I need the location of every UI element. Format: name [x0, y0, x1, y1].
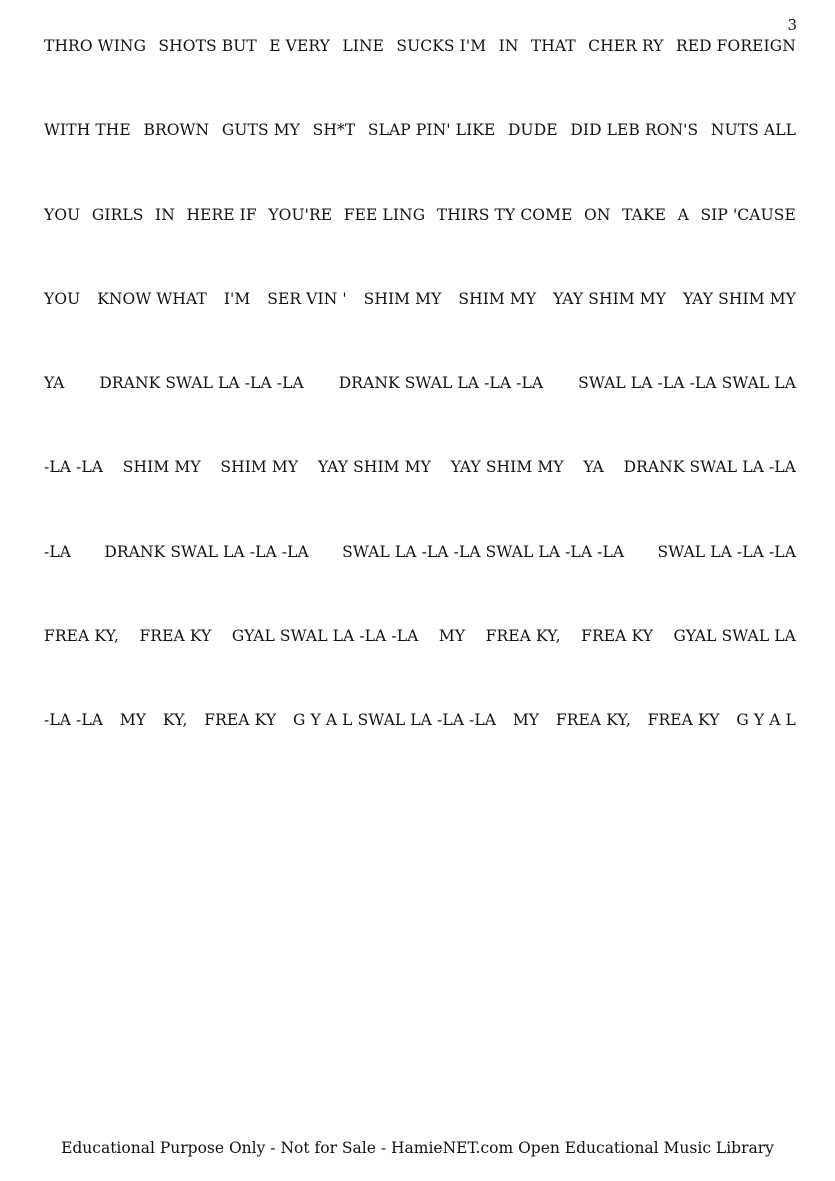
lyric-word: -LA -LA: [44, 711, 104, 729]
lyric-word: GYAL SWAL LA -LA -LA: [231, 626, 419, 645]
lyric-word: YA: [44, 374, 65, 392]
lyric-word: FREA KY,: [485, 626, 561, 645]
lyric-word: KNOW WHAT: [97, 289, 207, 308]
lyric-word: SWAL LA -LA -LA: [657, 542, 796, 561]
lyric-word: LINE: [342, 37, 385, 55]
lyric-word: SUCKS I'M: [396, 37, 487, 55]
lyric-word: YOU'RE: [268, 205, 333, 224]
lyric-word: MY: [512, 711, 540, 729]
lyric-word: YOU: [44, 289, 81, 308]
lyric-word: -LA -LA: [44, 458, 104, 477]
lyric-line: [44, 626, 796, 710]
lyric-word: FREA KY,: [555, 711, 631, 729]
lyric-word: FREA KY: [647, 711, 720, 729]
lyric-word: SLAP PIN' LIKE: [367, 121, 496, 140]
lyric-word: CHER RY: [588, 37, 664, 55]
lyric-word: DUDE: [508, 121, 558, 140]
lyric-word: THIRS TY COME: [436, 205, 573, 224]
lyric-word: THAT: [530, 37, 576, 55]
lyric-word: SHIM MY: [220, 458, 299, 477]
lyric-line: [44, 120, 796, 204]
lyric-word: RED FOREIGN: [675, 37, 796, 55]
lyric-word: E VERY: [269, 37, 330, 55]
lyric-word: YOU: [44, 205, 81, 224]
lyric-word: A: [677, 205, 689, 224]
lyric-word: KY,: [162, 711, 188, 729]
lyric-word: SHIM MY: [122, 458, 201, 477]
lyric-line: [44, 373, 796, 457]
lyric-word: DID LEB RON'S: [570, 121, 699, 140]
lyric-word: YAY SHIM MY: [317, 458, 431, 477]
lyric-word: I'M: [223, 289, 251, 308]
lyric-word: YAY SHIM MY: [553, 289, 667, 308]
lyric-word: SWAL LA -LA -LA SWAL LA -LA -LA: [342, 542, 625, 561]
lyrics-block: [44, 36, 796, 794]
lyric-word: FEE LING: [343, 205, 426, 224]
lyric-word: FREA KY: [581, 626, 654, 645]
lyric-word: TAKE: [622, 205, 667, 224]
lyric-word: GYAL SWAL LA: [673, 626, 796, 645]
lyric-word: YAY SHIM MY: [450, 458, 564, 477]
lyric-word: YAY SHIM MY: [682, 289, 796, 308]
lyric-word: DRANK SWAL LA -LA: [623, 458, 796, 477]
lyric-line: [44, 542, 796, 626]
lyric-word: -LA: [44, 542, 72, 561]
lyric-word: G Y A L SWAL LA -LA -LA: [292, 711, 497, 729]
lyric-line: [44, 289, 796, 373]
lyric-word: NUTS ALL: [710, 121, 796, 140]
footer-note: Educational Purpose Only - Not for Sale - HamieNET.com Open Educational Music Library: [61, 1139, 774, 1157]
lyric-word: FREA KY: [204, 711, 277, 729]
lyric-word: GIRLS: [91, 205, 144, 224]
lyric-word: MY: [438, 626, 466, 645]
lyric-word: THRO WING: [44, 37, 147, 55]
lyric-word: HERE IF: [186, 205, 257, 224]
lyric-word: DRANK SWAL LA -LA -LA: [338, 374, 544, 392]
lyric-word: ON: [584, 205, 611, 224]
page-number: 3: [787, 16, 797, 34]
lyric-word: FREA KY,: [44, 626, 119, 645]
lyric-word: G Y A L: [736, 711, 796, 729]
lyric-word: DRANK SWAL LA -LA -LA: [99, 374, 304, 392]
lyric-word: YA: [583, 458, 604, 477]
lyric-line: [44, 205, 796, 289]
lyric-word: FREA KY: [139, 626, 212, 645]
lyric-line: [44, 457, 796, 541]
lyric-word: SHIM MY: [458, 289, 537, 308]
lyric-word: SER VIN ': [267, 289, 347, 308]
lyric-word: MY: [119, 711, 147, 729]
lyric-word: SH*T: [312, 121, 356, 140]
lyric-word: BROWN: [143, 121, 210, 140]
lyric-line: [44, 710, 796, 794]
lyric-word: IN: [155, 205, 175, 224]
lyric-word: GUTS MY: [221, 121, 300, 140]
lyric-word: SHOTS BUT: [158, 37, 257, 55]
lyric-word: DRANK SWAL LA -LA -LA: [104, 542, 309, 561]
lyric-word: SWAL LA -LA -LA SWAL LA: [578, 374, 796, 392]
lyric-word: SHIM MY: [363, 289, 442, 308]
lyric-word: SIP 'CAUSE: [700, 205, 796, 224]
lyric-word: WITH THE: [44, 121, 131, 140]
lyric-line: [44, 36, 796, 120]
lyric-word: IN: [498, 37, 519, 55]
